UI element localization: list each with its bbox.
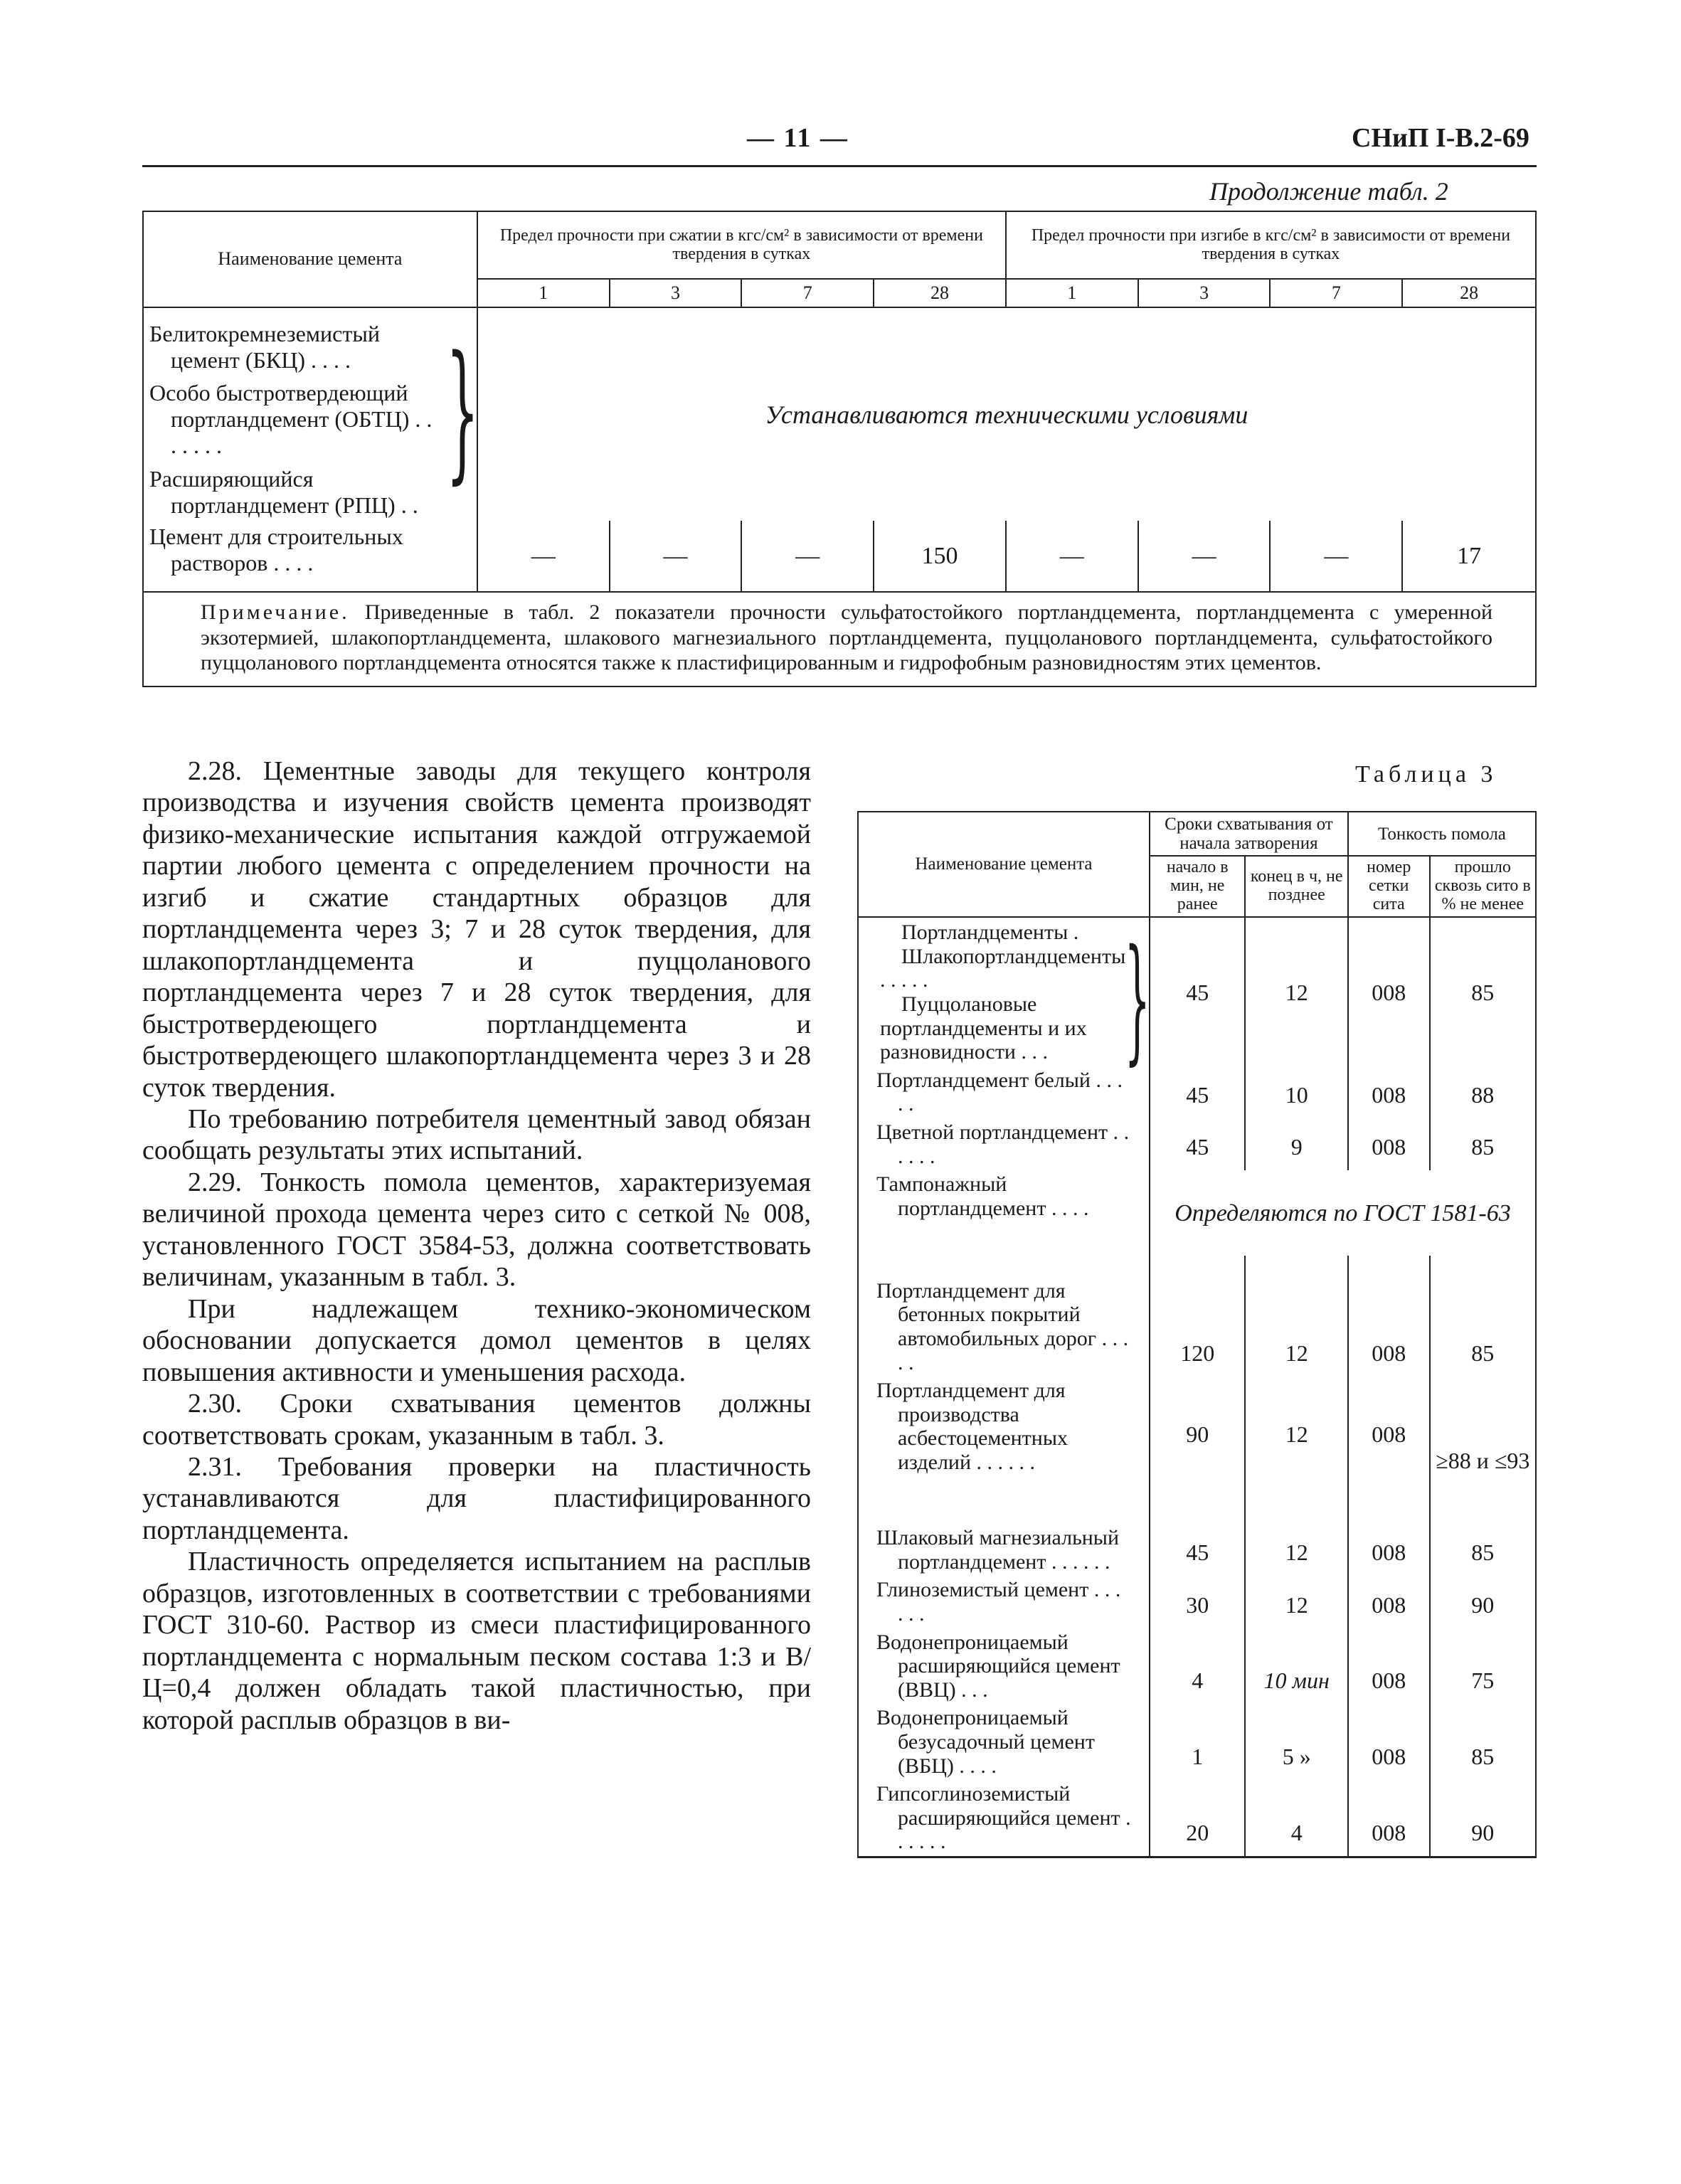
t3-row-name: Водонепроницаемый расширяющийся цемент (ВВЦ) . . . — [858, 1628, 1150, 1705]
t3-cell: 5 » — [1245, 1704, 1347, 1780]
t3-cell: 1 — [1150, 1704, 1245, 1780]
t3-cell: 008 — [1348, 1118, 1430, 1170]
t3-cell: 008 — [1348, 1256, 1430, 1377]
t3-sub-start: начало в мин, не ранее — [1150, 856, 1245, 917]
t3-header-fineness: Тонкость помола — [1348, 812, 1536, 856]
t3-sub-sieve: номер сетки сита — [1348, 856, 1430, 917]
t3-cell: 008 — [1348, 1704, 1430, 1780]
t3-cell: 85 — [1430, 1476, 1536, 1576]
t3-row-name: Шлаковый магнезиальный портландцемент . . . . . . — [858, 1476, 1150, 1576]
t3-row-name: Тампонажный портландцемент . . . . — [858, 1170, 1150, 1256]
t2-day: 3 — [610, 279, 742, 307]
t3-cell: 10 — [1245, 1066, 1347, 1118]
t3-cell: 85 — [1430, 1118, 1536, 1170]
t3-cell: 90 — [1430, 1780, 1536, 1857]
t2-note-label: Примечание. — [201, 600, 350, 625]
t3-cell: 45 — [1150, 1066, 1245, 1118]
t3-cell: 008 — [1348, 1476, 1430, 1576]
t2-header-bending: Предел прочности при изгибе в кгс/см² в зависимости от времени твердения в сутках — [1006, 211, 1536, 279]
document-code: СНиП I-В.2-69 — [1352, 123, 1529, 153]
t3-cell: 88 — [1430, 1066, 1536, 1118]
t2-day: 3 — [1138, 279, 1271, 307]
t3-cell: 12 — [1245, 1476, 1347, 1576]
t2-day: 7 — [1270, 279, 1402, 307]
t2-day: 7 — [741, 279, 874, 307]
table-continuation-label: Продолжение табл. 2 — [1209, 177, 1448, 206]
t2-day: 28 — [874, 279, 1006, 307]
t2-cell: — — [610, 521, 742, 592]
t2-row-name: Расширяющийся портландцемент (РПЦ) . . — [149, 465, 418, 518]
t3-row-name: Цветной портландцемент . . . . . . — [858, 1118, 1150, 1170]
header-rule-right — [662, 165, 1537, 167]
t3-row-name: Портландцемент белый . . . . . — [858, 1066, 1150, 1118]
t3-cell: 90 — [1150, 1377, 1245, 1476]
t3-cell: 45 — [1150, 1118, 1245, 1170]
t3-cell: 30 — [1150, 1576, 1245, 1628]
page-number: — 11 — — [747, 123, 849, 153]
t3-row-name: Водонепроницаемый безусадочный цемент (ВБЦ) . . . . — [858, 1704, 1150, 1780]
t3-cell: 12 — [1245, 1256, 1347, 1377]
brace-icon: } — [1124, 920, 1150, 1078]
t3-cell: 120 — [1150, 1256, 1245, 1377]
t3-row-name: Глиноземистый цемент . . . . . . — [858, 1576, 1150, 1628]
paragraph-2-29: 2.29. Тонкость помола цементов, характеризуемая величиной прохода цемента через сито с сеткой № 008, установленного ГОСТ 3584-53, должна соответствовать величинам, указанным в табл. 3. — [142, 1167, 811, 1293]
t3-cell: 12 — [1245, 1576, 1347, 1628]
table-2 — [142, 211, 1537, 687]
t2-day: 28 — [1402, 279, 1536, 307]
t3-cell: 85 — [1430, 1256, 1536, 1377]
t3-cell: 008 — [1348, 1576, 1430, 1628]
table-3-caption: Таблица 3 — [1355, 761, 1497, 788]
t3-cell: 008 — [1348, 1066, 1430, 1118]
t3-row-name: Портландцемент для производства асбестоцементных изделий . . . . . . — [858, 1377, 1150, 1476]
t3-cell: 85 — [1430, 917, 1536, 1066]
t3-cell: 85 — [1430, 1704, 1536, 1780]
t3-cell: 12 — [1245, 917, 1347, 1066]
t2-note-text: Приведенные в табл. 2 показатели прочности сульфатостойкого портландцемента, портландцемента с умеренной экзотермией, шлакопортландцемента, шлакового магнезиального портландцемента, пуццоланового портландцемента, сульфатостойкого пуццоланового портландцемента относятся также к пластифицированным и гидрофобным разновидностям этих цементов. — [201, 600, 1493, 675]
t2-cell: — — [1270, 521, 1402, 592]
t2-row-name: Особо быстротвердеющий портландцемент (ОБТЦ) . . . . . . . — [149, 380, 433, 458]
t2-cell: — — [477, 521, 610, 592]
t3-cell: 20 — [1150, 1780, 1245, 1857]
t3-cell: 45 — [1150, 1476, 1245, 1576]
t2-row-name: Белитокремнеземистый цемент (БКЦ) . . . . — [149, 320, 380, 373]
t3-cell: 10 мин — [1245, 1628, 1347, 1705]
paragraph: При надлежащем технико-экономическом обосновании допускается домол цементов в целях повышения активности и уменьшения расхода. — [142, 1293, 811, 1387]
t2-header-name: Наименование цемента — [143, 211, 477, 307]
t3-row-name: Шлакопортландцементы . . . . . — [880, 944, 1126, 992]
t3-cell: 4 — [1245, 1780, 1347, 1857]
t2-row-name: Цемент для строительных растворов . . . . — [143, 521, 477, 592]
table-3 — [857, 811, 1537, 1858]
brace-icon: } — [446, 323, 479, 498]
t2-day: 1 — [477, 279, 610, 307]
t3-cell: 008 — [1348, 917, 1430, 1066]
t2-cell: 150 — [874, 521, 1006, 592]
t3-cell: 008 — [1348, 1377, 1430, 1476]
t2-header-compression: Предел прочности при сжатии в кгс/см² в зависимости от времени твердения в сутках — [477, 211, 1006, 279]
t2-day: 1 — [1006, 279, 1138, 307]
t2-special-text: Устанавливаются техническими условиями — [477, 307, 1536, 521]
t3-cell: 12 — [1245, 1377, 1347, 1476]
t3-tamp-text: Определяются по ГОСТ 1581-63 — [1150, 1170, 1536, 1256]
t3-cell: 45 — [1150, 917, 1245, 1066]
header-rule-left — [142, 165, 662, 167]
t3-header-setting: Сроки схватывания от начала затворения — [1150, 812, 1348, 856]
body-text-column — [142, 756, 811, 1736]
t3-sub-end: конец в ч, не позднее — [1245, 856, 1347, 917]
t3-cell: ≥88 и ≤93 — [1430, 1377, 1536, 1476]
paragraph-2-28: 2.28. Цементные заводы для текущего контроля производства и изучения свойств цемента производят физико-механические испытания каждой отгружаемой партии любого цемента с определением прочности на изгиб и сжатие стандартных образцов для портландцемента через 3; 7 и 28 суток твердения, для шлакопортландцемента и пуццоланового портландцемента через 7 и 28 суток твердения, для быстротвердеющего портландцемента и быстротвердеющего шлакопортландцемента через 3 и 28 суток твердения. — [142, 756, 811, 1103]
t3-cell: 008 — [1348, 1628, 1430, 1705]
t3-row-name: Портландцементы . — [901, 921, 1079, 945]
t3-row-name: Портландцемент для бетонных покрытий автомобильных дорог . . . . . — [858, 1256, 1150, 1377]
t3-group-names — [858, 917, 1150, 1078]
t3-cell: 008 — [1348, 1780, 1430, 1857]
t3-row-name: Гипсоглиноземистый расширяющийся цемент . . . . . . — [858, 1780, 1150, 1857]
t2-cell: — — [741, 521, 874, 592]
t2-cell: — — [1138, 521, 1271, 592]
t2-cell: — — [1006, 521, 1138, 592]
t2-cell: 17 — [1402, 521, 1536, 592]
t3-row-name: Пуццолановые портландцементы и их разновидности . . . — [880, 992, 1087, 1064]
paragraph: По требованию потребителя цементный завод обязан сообщать результаты этих испытаний. — [142, 1103, 811, 1166]
paragraph-2-30: 2.30. Сроки схватывания цементов должны соответствовать срокам, указанным в табл. 3. — [142, 1389, 811, 1451]
paragraph: Пластичность определяется испытанием на расплыв образцов, изготовленных в соответствии с требованиями ГОСТ 310-60. Раствор из смеси пластифицированного портландцемента с нормальным песком состава 1:3 и В/Ц=0,4 должен обладать такой пластичностью, при которой расплыв образцов в ви- — [142, 1547, 811, 1735]
t3-cell: 9 — [1245, 1118, 1347, 1170]
t3-cell: 75 — [1430, 1628, 1536, 1705]
paragraph-2-31: 2.31. Требования проверки на пластичность устанавливаются для пластифицированного портландцемента. — [142, 1451, 811, 1545]
t3-header-name: Наименование цемента — [858, 812, 1150, 917]
t3-cell: 4 — [1150, 1628, 1245, 1705]
t2-note — [143, 592, 1536, 686]
t3-cell: 90 — [1430, 1576, 1536, 1628]
t3-sub-pass: прошло сквозь сито в % не менее — [1430, 856, 1536, 917]
t2-special-names — [143, 307, 477, 521]
